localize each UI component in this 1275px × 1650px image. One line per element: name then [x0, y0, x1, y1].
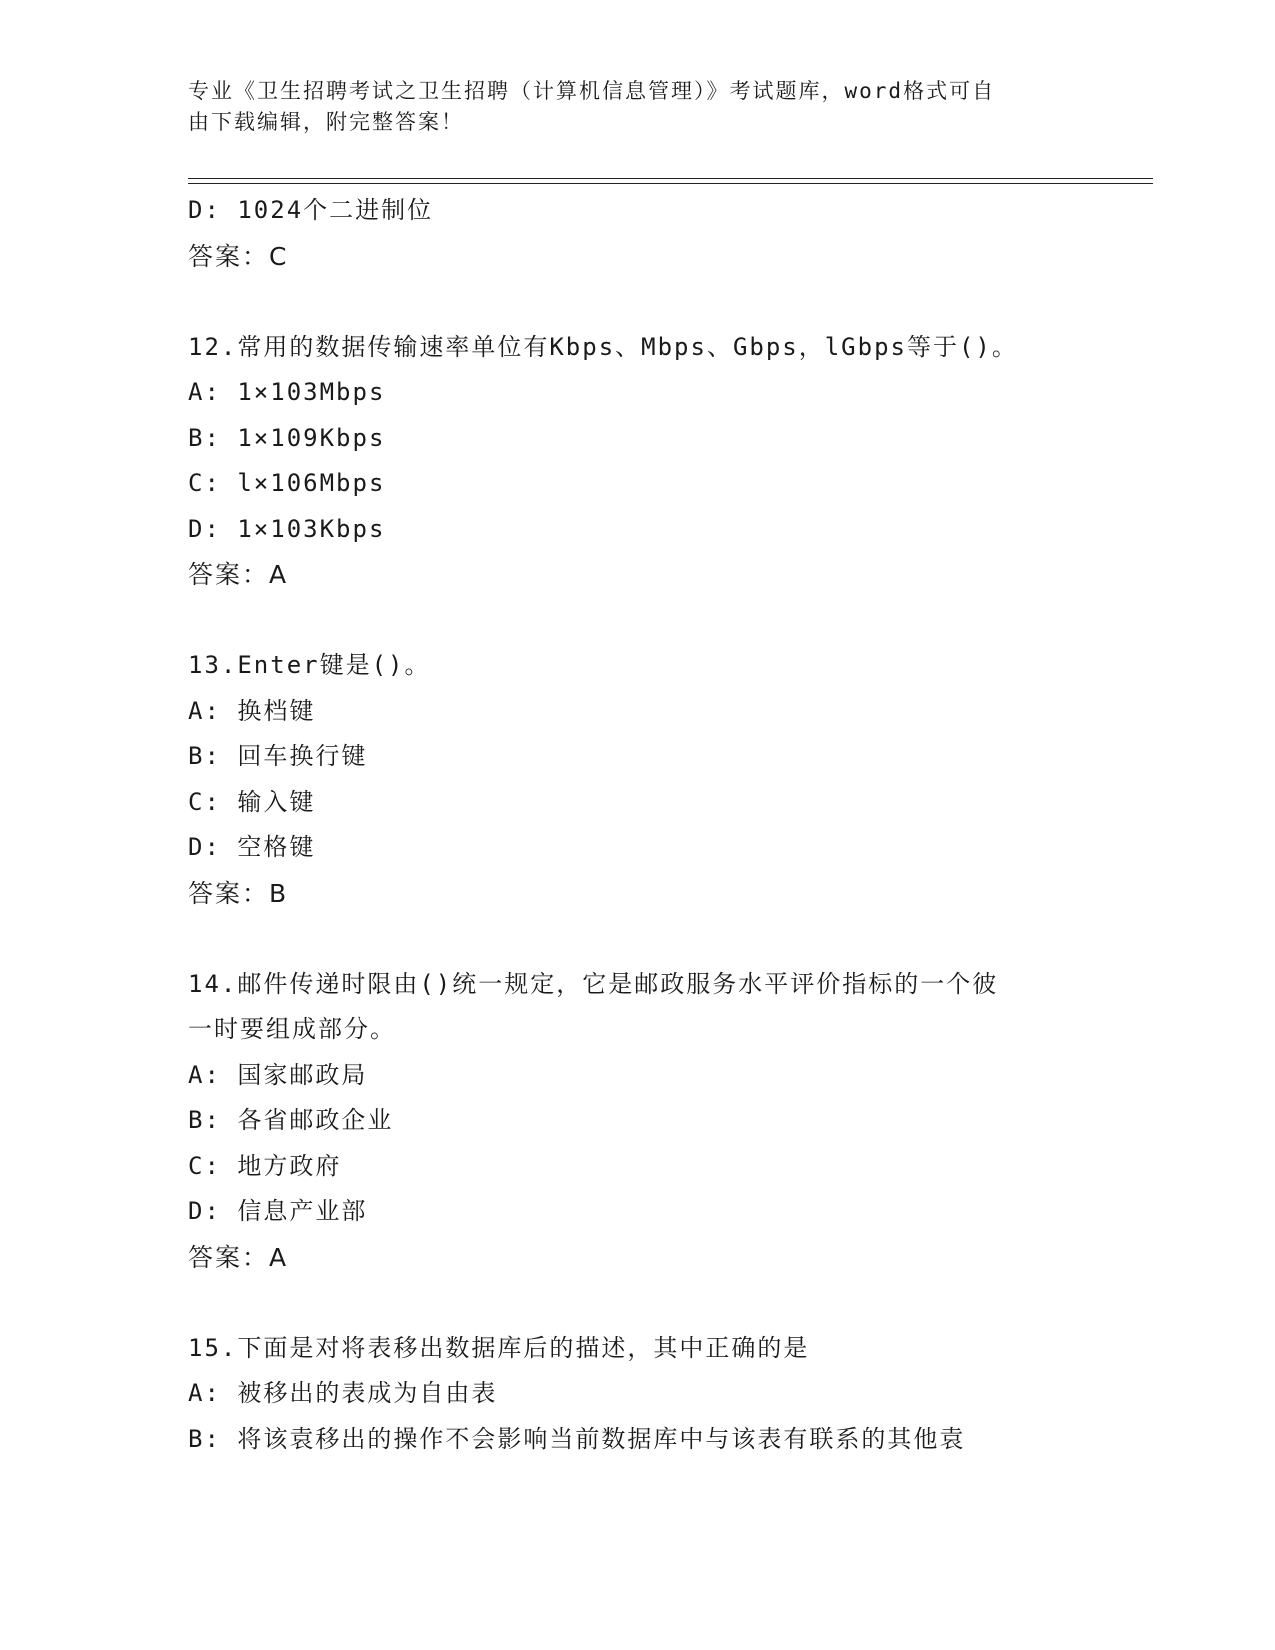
header-line-2: 由下载编辑，附完整答案！	[188, 110, 464, 134]
answer-line: 答案：A	[188, 1242, 289, 1272]
header-divider-bottom	[188, 183, 1153, 184]
question-11-fragment	[188, 188, 1088, 279]
answer-line: 答案：C	[188, 241, 289, 271]
question-text-line-1: 14.邮件传递时限由()统一规定，它是邮政服务水平评价指标的一个彼	[188, 969, 999, 998]
option-d: D: 信息产业部	[188, 1197, 368, 1225]
option-b: B: 将该袁移出的操作不会影响当前数据库中与该表有联系的其他袁	[188, 1424, 966, 1453]
document-header	[188, 76, 1068, 138]
option-c: C: 地方政府	[188, 1151, 342, 1180]
option-c: C: 输入键	[188, 787, 316, 816]
option-a: A: 被移出的表成为自由表	[188, 1379, 498, 1407]
header-divider-top	[188, 178, 1153, 179]
option-d: D: 空格键	[188, 833, 316, 861]
spacer	[188, 1280, 1088, 1326]
question-14	[188, 962, 1088, 1281]
option-c: C: l×106Mbps	[188, 469, 386, 497]
question-text: 13.Enter键是()。	[188, 651, 431, 679]
question-list	[188, 188, 1088, 1462]
spacer	[188, 279, 1088, 325]
option-a: A: 换档键	[188, 696, 316, 725]
option-b: B: 1×109Kbps	[188, 423, 386, 452]
option-d: D: 1024个二进制位	[188, 196, 434, 224]
option-a: A: 国家邮政局	[188, 1060, 368, 1089]
option-a: A: 1×103Mbps	[188, 378, 386, 406]
question-12	[188, 325, 1088, 598]
option-d: D: 1×103Kbps	[188, 514, 386, 543]
option-b: B: 各省邮政企业	[188, 1106, 394, 1134]
answer-line: 答案：B	[188, 878, 289, 908]
spacer	[188, 916, 1088, 962]
question-text: 12.常用的数据传输速率单位有Kbps、Mbps、Gbps，lGbps等于()。	[188, 332, 1018, 361]
header-line-1: 专业《卫生招聘考试之卫生招聘（计算机信息管理）》考试题库，word格式可自	[188, 79, 996, 103]
spacer	[188, 598, 1088, 644]
question-13	[188, 643, 1088, 916]
question-text-line-2: 一时要组成部分。	[188, 1015, 396, 1043]
option-b: B: 回车换行键	[188, 742, 368, 770]
answer-line: 答案：A	[188, 560, 289, 589]
question-text: 15.下面是对将表移出数据库后的描述，其中正确的是	[188, 1333, 810, 1362]
question-15	[188, 1326, 1088, 1463]
